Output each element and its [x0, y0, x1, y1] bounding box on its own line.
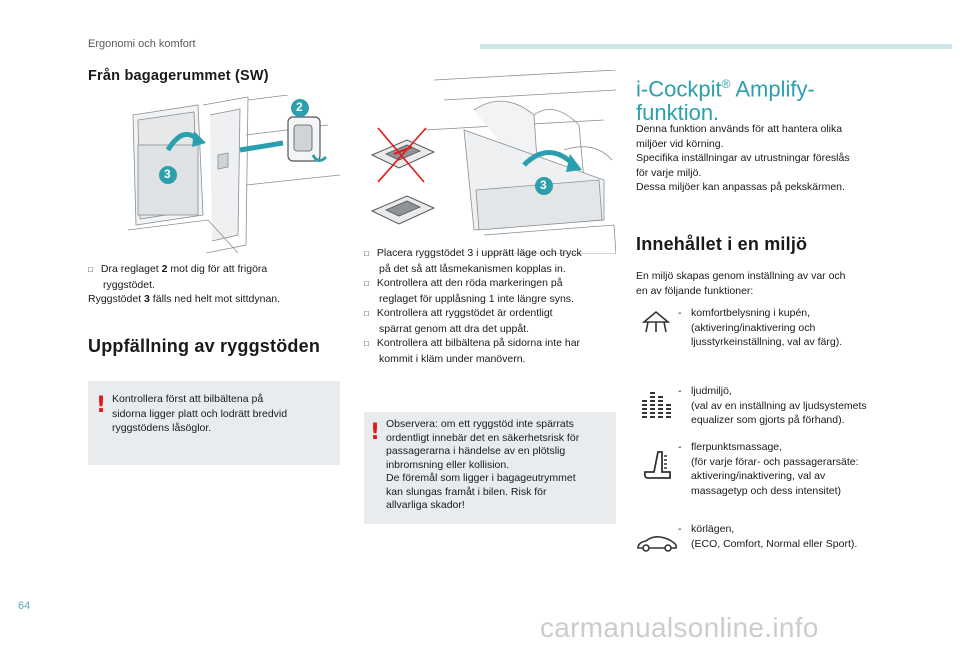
- note-line: allvarliga skador!: [386, 499, 465, 511]
- item-drive-modes: - körlägen, (ECO, Comfort, Normal eller Sport).: [678, 522, 938, 551]
- item-ambient: - komfortbelysning i kupén, (aktivering/inaktivering och ljusstyrkeinställning, val av färg).: [678, 306, 938, 350]
- section-title: Ergonomi och komfort: [88, 38, 196, 50]
- note-line: De föremål som ligger i bagageutrymmet: [386, 472, 576, 484]
- text-bold: 2: [161, 263, 168, 275]
- text: på det så att låsmekanismen kopplas in.: [379, 262, 566, 275]
- item-line: (aktivering/inaktivering och: [691, 321, 816, 334]
- note-line: kan slungas framåt i bilen. Risk för: [386, 485, 547, 498]
- note-line: ryggstödens låsöglor.: [112, 422, 212, 434]
- note-box-left: [88, 381, 340, 465]
- title-text: i-Cockpit: [636, 76, 722, 102]
- text: reglaget för upplåsning 1 inte längre syns.: [379, 292, 574, 305]
- equalizer-icon: [640, 390, 674, 425]
- text: Kontrollera att bilbältena på sidorna inte har: [376, 337, 581, 349]
- heading-environment-content: Innehållet i en miljö: [636, 234, 808, 254]
- item-line: körlägen,: [691, 523, 735, 535]
- note-line: Observera: om ett ryggstöd inte spärrats: [386, 418, 574, 430]
- note-line: sidorna ligger platt och lodrätt bredvid: [112, 407, 288, 420]
- text: spärrat genom att dra det uppåt.: [379, 322, 530, 335]
- text: kommit i kläm under manövern.: [379, 352, 526, 365]
- text: Ryggstödet: [88, 293, 145, 305]
- intro-line: Specifika inställningar av utrustningar föreslås: [636, 152, 850, 164]
- registered-mark: ®: [721, 77, 731, 91]
- text: ryggstödet.: [103, 278, 155, 291]
- watermark: carmanualsonline.info: [540, 612, 819, 643]
- bullet-icon: □: [88, 265, 93, 274]
- label-lever: 2: [296, 100, 303, 114]
- text: Kontrollera att den röda markeringen på: [376, 277, 563, 289]
- middle-instructions: [364, 246, 624, 366]
- item-line: komfortbelysning i kupén,: [691, 307, 811, 319]
- bullet-icon: □: [364, 249, 369, 258]
- warning-icon: !: [96, 393, 107, 418]
- item-line: aktivering/inaktivering, val av: [691, 470, 826, 482]
- environment-para: [636, 269, 936, 298]
- para-line: En miljö skapas genom inställning av var och: [636, 270, 846, 282]
- intro-line: miljöer vid körning.: [636, 137, 724, 150]
- title-text: Amplify-: [730, 76, 815, 102]
- trunk-figure: [128, 95, 340, 253]
- warning-icon: !: [370, 420, 381, 445]
- item-line: (val av en inställning av ljudsystemets: [691, 399, 867, 412]
- note-line: inbromsning eller kollision.: [386, 458, 510, 471]
- text: Dra reglaget: [100, 263, 162, 275]
- item-line: massagetyp och dess intensitet): [691, 484, 841, 497]
- bullet-icon: □: [364, 279, 369, 288]
- item-line: (för varje förar- och passagerarsäte:: [691, 455, 859, 468]
- note-line: ordentligt innebär det en säkerhetsrisk för: [386, 431, 580, 444]
- cockpit-title: [636, 72, 936, 125]
- seat-massage-icon: [642, 450, 672, 487]
- para-line: en av följande funktioner:: [636, 284, 754, 297]
- item-sound: - ljudmiljö, (val av en inställning av ljudsystemets equalizer som gjorts på förhand).: [678, 384, 938, 428]
- intro-line: Dessa miljöer kan anpassas på pekskärmen.: [636, 181, 845, 193]
- car-icon: [636, 534, 678, 559]
- text-bold: 3: [144, 293, 150, 305]
- item-line: equalizer som gjorts på förhand).: [691, 414, 845, 426]
- item-line: (ECO, Comfort, Normal eller Sport).: [691, 537, 858, 550]
- note-line: passagerarna i händelse av en plötslig: [386, 445, 566, 457]
- label-backrest: 3: [164, 167, 171, 181]
- note-line: Kontrollera först att bilbältena på: [112, 393, 264, 405]
- label-backrest: 3: [540, 178, 547, 192]
- header-bar: [480, 44, 952, 49]
- bullet-icon: □: [364, 339, 369, 348]
- item-massage: - flerpunktsmassage, (för varje förar- och passagerarsäte: aktivering/inaktivering, val av massagetyp och dess intensitet): [678, 440, 938, 498]
- item-line: ljusstyrkeinställning, val av färg).: [691, 336, 843, 348]
- note-box-middle: [364, 412, 616, 524]
- item-line: flerpunktsmassage,: [691, 441, 783, 453]
- intro-line: för varje miljö.: [636, 166, 702, 179]
- text: Placera ryggstödet 3 i upprätt läge och tryck: [376, 247, 582, 259]
- backrest-figure: [364, 70, 616, 254]
- text: Kontrollera att ryggstödet är ordentligt: [376, 307, 553, 319]
- heading-raise-backrests: Uppfällning av ryggstöden: [88, 336, 321, 356]
- left-instructions: [88, 262, 348, 307]
- title-text: funktion.: [636, 100, 720, 126]
- ambient-light-icon: [640, 308, 672, 341]
- item-line: ljudmiljö,: [691, 385, 732, 397]
- heading-from-trunk: Från bagagerummet (SW): [88, 68, 269, 84]
- page-number: 64: [18, 600, 31, 612]
- text: mot dig för att frigöra: [167, 263, 268, 275]
- cockpit-intro: [636, 122, 936, 195]
- bullet-icon: □: [364, 309, 369, 318]
- intro-line: Denna funktion används för att hantera olika: [636, 123, 843, 135]
- text: fälls ned helt mot sittdynan.: [149, 293, 281, 305]
